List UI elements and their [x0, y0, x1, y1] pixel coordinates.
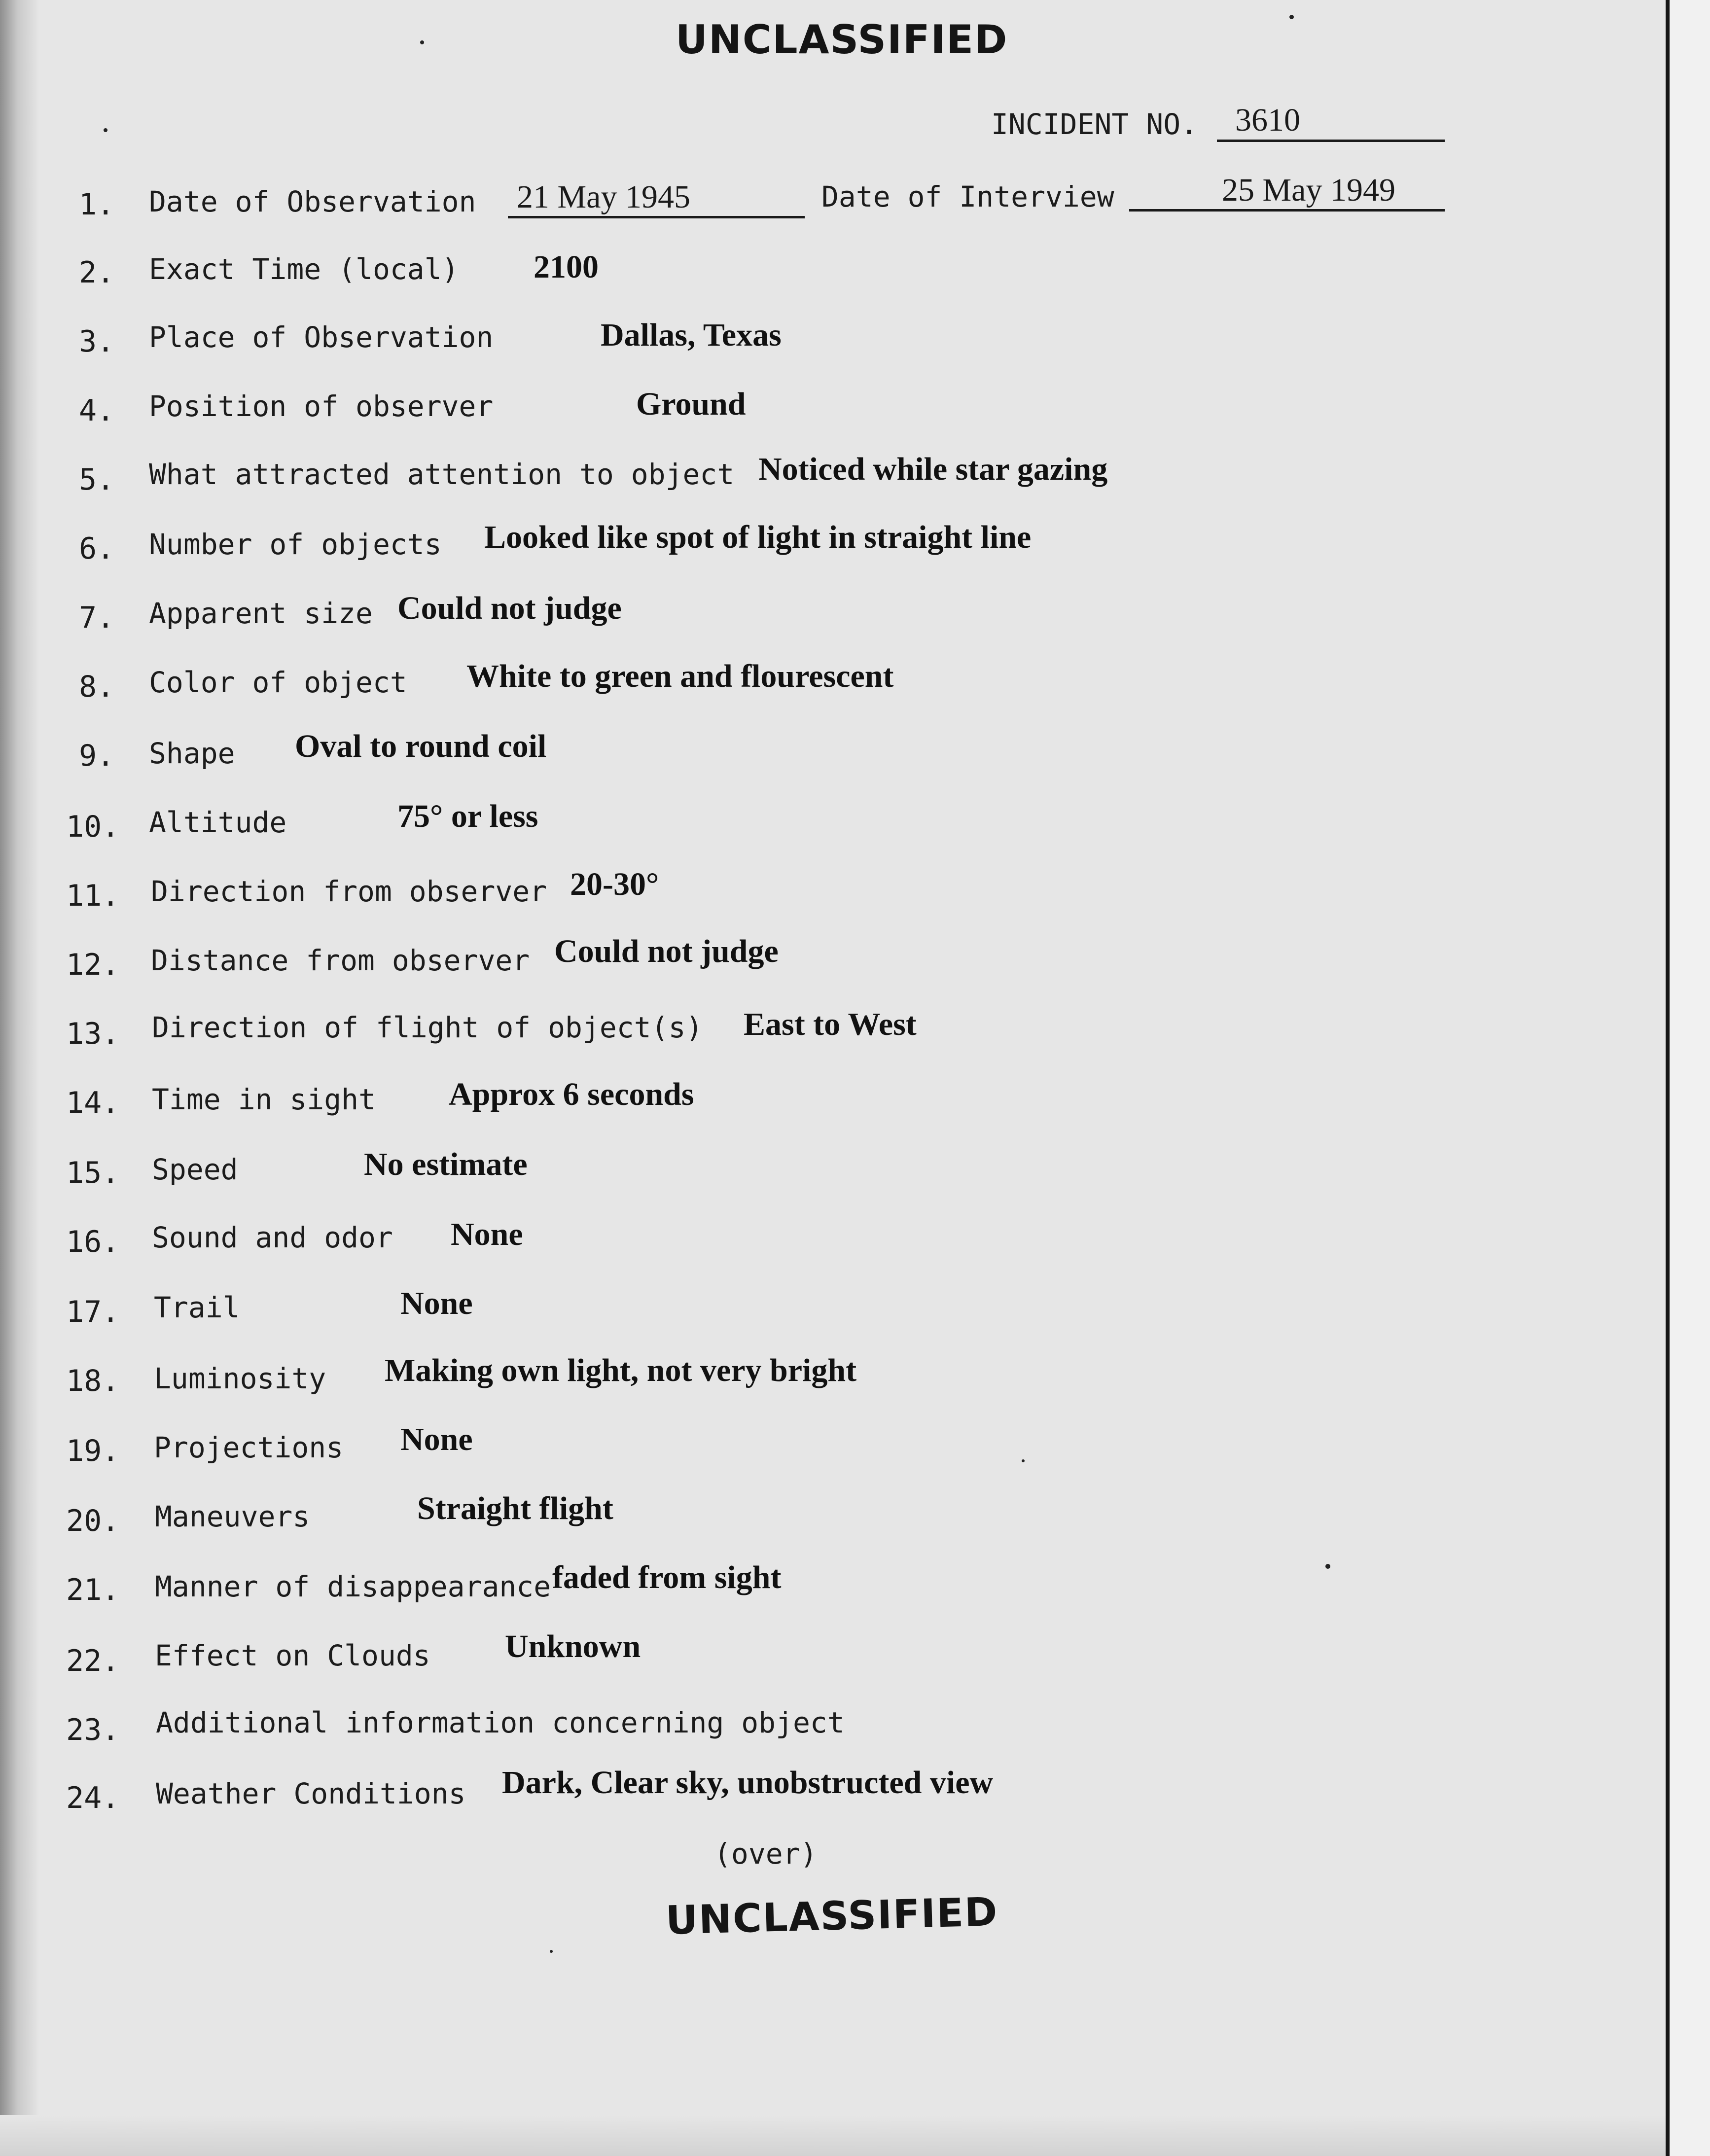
item-number: 8.	[79, 670, 115, 704]
scan-speck	[1289, 15, 1294, 19]
scan-right-margin	[1670, 0, 1710, 2156]
item-number: 17.	[66, 1295, 120, 1329]
date-of-interview-underline	[1129, 209, 1445, 212]
item-value: 2100	[534, 249, 599, 285]
item-number: 22.	[66, 1644, 120, 1678]
incident-label: INCIDENT NO.	[991, 107, 1198, 141]
classification-stamp-bottom: UNCLASSIFIED	[665, 1889, 999, 1944]
item-label: Direction from observer	[151, 875, 547, 908]
item-label: Apparent size	[149, 597, 373, 630]
item-label: Maneuvers	[155, 1500, 310, 1533]
item-label: Luminosity	[154, 1362, 326, 1395]
date-of-observation-underline	[508, 216, 805, 218]
item-number: 1.	[79, 187, 115, 222]
item-number: 13.	[66, 1017, 120, 1051]
item-label: What attracted attention to object	[149, 458, 735, 491]
scan-left-shadow	[0, 0, 39, 2156]
date-of-interview-value: 25 May 1949	[1222, 172, 1395, 208]
item-value: None	[400, 1421, 473, 1457]
scan-right-edge	[1666, 0, 1670, 2156]
item-label: Weather Conditions	[156, 1777, 466, 1810]
item-label: Color of object	[149, 666, 407, 699]
item-number: 3.	[79, 324, 115, 359]
item-label: Number of objects	[149, 528, 442, 561]
item-value: Could not judge	[397, 590, 622, 626]
item-number: 5.	[79, 462, 115, 497]
scan-bottom-shade	[0, 2115, 1666, 2156]
item-value: No estimate	[364, 1146, 528, 1182]
date-of-interview-label: Date of Interview	[821, 180, 1114, 213]
item-label: Place of Observation	[149, 320, 494, 354]
item-label: Distance from observer	[151, 944, 530, 977]
item-number: 10.	[66, 810, 120, 844]
item-value: Dark, Clear sky, unobstructed view	[502, 1765, 994, 1801]
item-label: Exact Time (local)	[149, 252, 459, 286]
item-label: Altitude	[149, 806, 287, 839]
item-value: None	[400, 1285, 473, 1321]
item-number: 18.	[66, 1364, 120, 1398]
item-label: Effect on Clouds	[155, 1639, 430, 1672]
scan-speck	[1325, 1564, 1330, 1569]
over-note: (over)	[714, 1837, 818, 1871]
item-number: 23.	[66, 1713, 120, 1747]
incident-number: 3610	[1235, 102, 1300, 138]
item-value: 20-30°	[570, 866, 659, 902]
item-number: 20.	[66, 1504, 120, 1538]
item-label: Direction of flight of object(s)	[152, 1011, 703, 1044]
item-number: 6.	[79, 531, 115, 566]
item-number: 4.	[79, 393, 115, 428]
item-value: East to West	[744, 1006, 917, 1042]
item-label: Manner of disappearance	[155, 1570, 551, 1603]
date-of-observation-label: Date of Observation	[149, 185, 476, 218]
scan-speck	[550, 1950, 553, 1953]
item-label: Time in sight	[152, 1083, 376, 1116]
item-value: Noticed while star gazing	[758, 451, 1108, 487]
item-label: Position of observer	[149, 389, 494, 423]
item-number: 12.	[66, 948, 120, 982]
classification-stamp-top: UNCLASSIFIED	[676, 17, 1008, 63]
item-label: Projections	[154, 1431, 344, 1464]
item-value: 75° or less	[397, 798, 538, 834]
item-value: Oval to round coil	[295, 728, 547, 764]
item-value: Looked like spot of light in straight line	[484, 519, 1032, 555]
item-number: 24.	[66, 1781, 120, 1815]
item-value: Unknown	[505, 1628, 641, 1664]
item-value: Could not judge	[554, 933, 779, 969]
item-number: 21.	[66, 1573, 120, 1607]
item-value: White to green and flourescent	[466, 658, 894, 694]
scan-speck	[420, 40, 424, 44]
item-value: Dallas, Texas	[601, 317, 782, 353]
item-value: Making own light, not very bright	[385, 1352, 857, 1388]
item-number: 14.	[66, 1086, 120, 1120]
item-value: Straight flight	[417, 1490, 613, 1526]
scan-speck	[1022, 1459, 1025, 1462]
item-label: Additional information concerning object	[156, 1706, 845, 1739]
item-number: 16.	[66, 1225, 120, 1259]
item-value: faded from sight	[552, 1559, 782, 1595]
item-label: Speed	[152, 1153, 238, 1186]
item-label: Shape	[149, 737, 235, 770]
item-value: Ground	[636, 386, 746, 422]
item-value: Approx 6 seconds	[449, 1076, 694, 1112]
item-number: 19.	[66, 1434, 120, 1468]
incident-underline	[1217, 140, 1445, 142]
item-label: Trail	[154, 1291, 240, 1324]
item-value: None	[451, 1216, 523, 1252]
item-number: 11.	[66, 879, 120, 913]
item-number: 9.	[79, 739, 115, 773]
item-number: 15.	[66, 1156, 120, 1190]
scan-speck	[104, 128, 107, 132]
item-label: Sound and odor	[152, 1221, 393, 1254]
item-number: 2.	[79, 255, 115, 290]
item-number: 7.	[79, 601, 115, 635]
date-of-observation-value: 21 May 1945	[517, 179, 690, 215]
